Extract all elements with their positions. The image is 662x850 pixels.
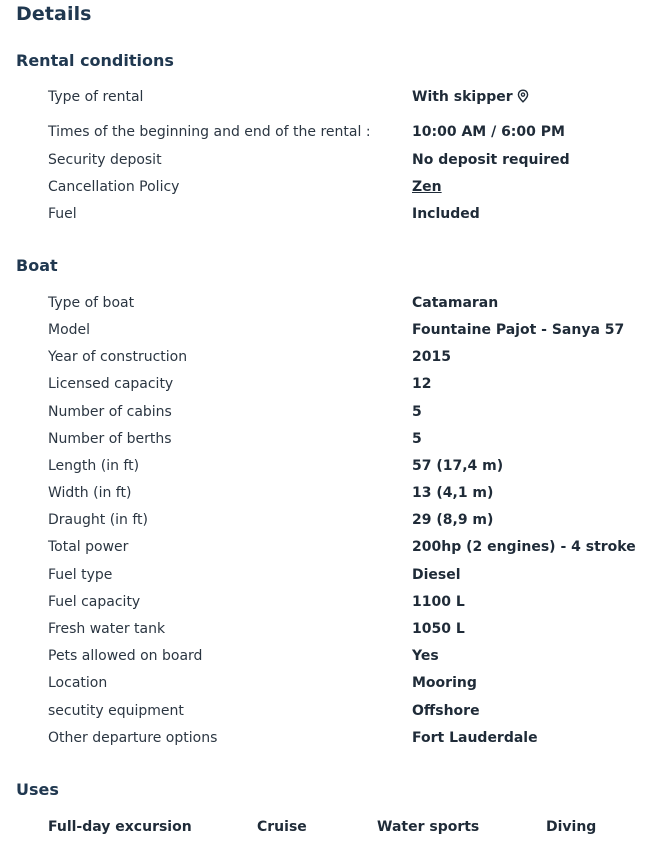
row-value: Yes bbox=[412, 648, 439, 664]
row-value: 1050 L bbox=[412, 621, 465, 637]
boat-row bbox=[0, 509, 662, 531]
row-value: No deposit required bbox=[412, 152, 570, 168]
row-value: 13 (4,1 m) bbox=[412, 485, 494, 501]
boat-row bbox=[0, 564, 662, 586]
boat-row bbox=[0, 346, 662, 368]
boat-row bbox=[0, 373, 662, 395]
boat-heading: Boat bbox=[16, 256, 58, 275]
boat-row bbox=[0, 591, 662, 613]
row-value: Offshore bbox=[412, 703, 480, 719]
row-value: 10:00 AM / 6:00 PM bbox=[412, 124, 565, 140]
row-value: Mooring bbox=[412, 675, 477, 691]
row-label: Fuel capacity bbox=[48, 594, 141, 610]
use-item: Diving bbox=[546, 819, 597, 835]
rental-conditions-heading: Rental conditions bbox=[16, 51, 174, 70]
row-label: Pets allowed on board bbox=[48, 648, 203, 664]
boat-row bbox=[0, 618, 662, 640]
row-value: Diesel bbox=[412, 567, 461, 583]
row-value: 1100 L bbox=[412, 594, 465, 610]
row-label: Width (in ft) bbox=[48, 485, 132, 501]
row-label: Type of boat bbox=[48, 295, 135, 311]
boat-row bbox=[0, 700, 662, 722]
rental-row-type bbox=[0, 86, 662, 108]
row-label: Total power bbox=[48, 539, 129, 555]
row-label: Other departure options bbox=[48, 730, 218, 746]
page-title: Details bbox=[16, 3, 92, 25]
row-value: Fort Lauderdale bbox=[412, 730, 538, 746]
rental-type-value: With skipper bbox=[412, 89, 513, 105]
use-item: Full-day excursion bbox=[48, 819, 192, 835]
row-label: Fuel bbox=[48, 206, 77, 222]
row-value: Catamaran bbox=[412, 295, 499, 311]
boat-row bbox=[0, 401, 662, 423]
row-value: 57 (17,4 m) bbox=[412, 458, 504, 474]
row-label: Location bbox=[48, 675, 108, 691]
row-value bbox=[412, 86, 529, 110]
rental-row-cancellation bbox=[0, 176, 662, 198]
uses-heading: Uses bbox=[16, 780, 59, 799]
row-label: Licensed capacity bbox=[48, 376, 174, 392]
row-label: Type of rental bbox=[48, 89, 144, 105]
cancellation-policy-link[interactable]: Zen bbox=[412, 179, 442, 195]
row-value: 12 bbox=[412, 376, 432, 392]
rental-row-deposit bbox=[0, 149, 662, 171]
use-item: Cruise bbox=[257, 819, 307, 835]
row-label: Times of the beginning and end of the rental : bbox=[48, 124, 371, 140]
row-value: 5 bbox=[412, 404, 422, 420]
row-value: 5 bbox=[412, 431, 422, 447]
boat-row bbox=[0, 672, 662, 694]
rental-row-times bbox=[0, 121, 662, 143]
row-value: 2015 bbox=[412, 349, 451, 365]
row-label: Year of construction bbox=[48, 349, 188, 365]
row-label: Fuel type bbox=[48, 567, 113, 583]
row-value: Fountaine Pajot - Sanya 57 bbox=[412, 322, 625, 338]
row-label: Number of berths bbox=[48, 431, 172, 447]
row-label: Draught (in ft) bbox=[48, 512, 148, 528]
row-label: Length (in ft) bbox=[48, 458, 140, 474]
boat-row bbox=[0, 482, 662, 504]
row-label: Model bbox=[48, 322, 91, 338]
row-label: Cancellation Policy bbox=[48, 179, 180, 195]
row-label: Fresh water tank bbox=[48, 621, 166, 637]
boat-row bbox=[0, 536, 662, 558]
boat-row bbox=[0, 319, 662, 341]
boat-row bbox=[0, 428, 662, 450]
row-label: Number of cabins bbox=[48, 404, 172, 420]
boat-row bbox=[0, 455, 662, 477]
rental-row-fuel bbox=[0, 203, 662, 225]
location-pin-icon[interactable] bbox=[517, 88, 529, 110]
row-label: secutity equipment bbox=[48, 703, 184, 719]
use-item: Water sports bbox=[377, 819, 480, 835]
boat-row bbox=[0, 292, 662, 314]
boat-row bbox=[0, 727, 662, 749]
row-value: Included bbox=[412, 206, 480, 222]
row-label: Security deposit bbox=[48, 152, 162, 168]
boat-row bbox=[0, 645, 662, 667]
row-value: 200hp (2 engines) - 4 stroke bbox=[412, 539, 636, 555]
row-value: 29 (8,9 m) bbox=[412, 512, 494, 528]
